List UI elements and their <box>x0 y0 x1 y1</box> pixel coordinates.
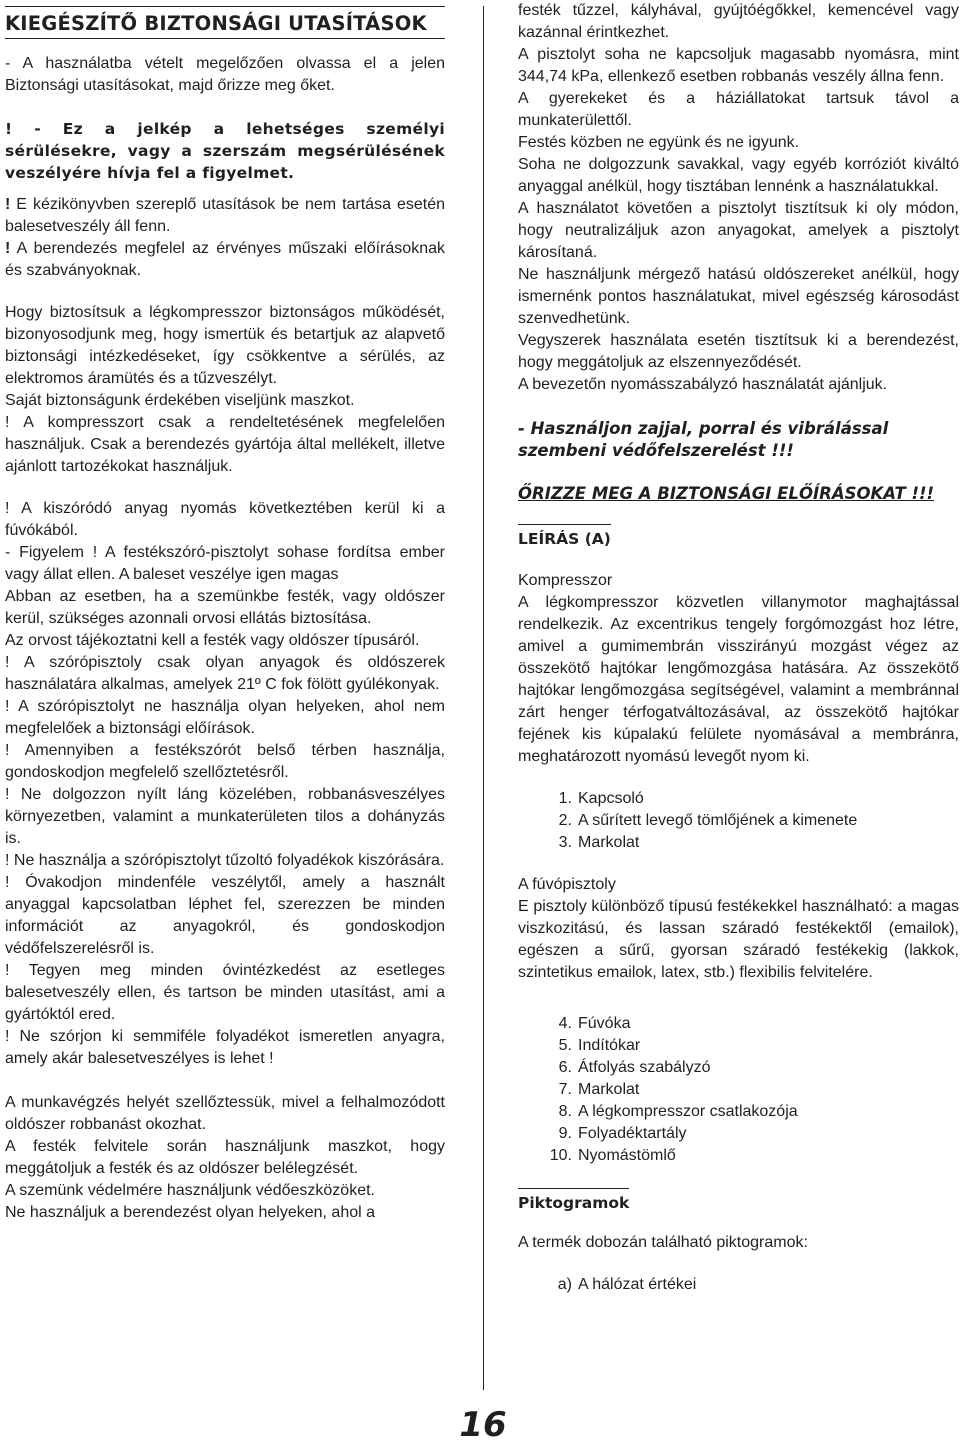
paragraph: ! Ne dolgozzon nyílt láng közelében, robbanásveszélyes környezetben, valamint a munkaterületen tilos a dohányzás is. <box>5 786 445 847</box>
list-item-text: A sűrített levegő tömlőjének a kimenete <box>578 812 858 829</box>
paragraph: ! Amennyiben a festékszórót belső térben használja, gondoskodjon megfelelő szellőztetésről. <box>5 742 445 781</box>
section-title: KIEGÉSZÍTŐ BIZTONSÁGI UTASÍTÁSOK <box>5 6 445 39</box>
list-item-number: 8. <box>558 1103 572 1120</box>
intro-paragraph: - A használatba vételt megelőzően olvassa el a jelen Biztonsági utasításokat, majd őrizze meg őket. <box>5 55 445 94</box>
paragraph: ! Ne szórjon ki semmiféle folyadékot ismeretlen anyagra, amely akár balesetveszélyes is lehet ! <box>5 1028 445 1067</box>
paragraph: A gyerekeket és a háziállatokat tartsuk távol a munkaterülettől. <box>518 90 959 129</box>
paragraph: ! A kiszóródó anyag nyomás következtében kerül ki a fúvókából. <box>5 500 445 539</box>
paragraph: Saját biztonságunk érdekében viseljünk maszkot. <box>5 392 355 409</box>
paragraph: Festés közben ne együnk és ne igyunk. <box>518 134 800 151</box>
pictograms-heading: Piktogramok <box>518 1188 629 1214</box>
list-item-text: A hálózat értékei <box>578 1276 697 1293</box>
warning-manual-text: E kézikönyvben szereplő utasítások be nem tartása esetén balesetveszély áll fenn. <box>5 196 445 235</box>
list-item-text: Markolat <box>578 1081 640 1098</box>
list-item-text: A légkompresszor csatlakozója <box>578 1103 798 1120</box>
warning-standards-text: A berendezés megfelel az érvényes műszaki előírásoknak és szabványoknak. <box>5 240 445 279</box>
list-item <box>518 1035 959 1057</box>
paragraph: ! Tegyen meg minden óvintézkedést az esetleges balesetveszély ellen, és tartson be minden utasítást, ami a gyártóktól ered. <box>5 962 445 1023</box>
paragraph: Vegyszerek használata esetén tisztítsuk ki a berendezést, hogy meggátoljuk az elszennyeződését. <box>518 332 959 371</box>
list-item-number: 2. <box>558 812 572 829</box>
warning-standards-paragraph <box>5 238 445 282</box>
spray-gun-parts-list <box>518 1013 959 1167</box>
list-item <box>518 1274 959 1296</box>
list-item-number: 10. <box>549 1147 572 1164</box>
compressor-parts-list <box>518 788 959 854</box>
list-item <box>518 788 959 810</box>
list-item <box>518 1013 959 1035</box>
exclamation-mark: ! <box>5 240 11 257</box>
list-item <box>518 1079 959 1101</box>
paragraph: A bevezetőn nyomásszabályzó használatát ajánljuk. <box>518 376 888 393</box>
list-item <box>518 1101 959 1123</box>
page-number: 16 <box>459 1405 507 1445</box>
spray-gun-title: A fúvópisztoly <box>518 876 616 893</box>
keep-instructions-heading: ŐRIZZE MEG A BIZTONSÁGI ELŐÍRÁSOKAT !!! <box>518 484 935 503</box>
left-column <box>5 0 445 1224</box>
paragraph: ! Óvakodjon mindenféle veszélytől, amely a használt anyaggal kapcsolatban léphet fel, szerezzen be minden információt az anyagokról, és gondoskodjon védőfelszerelésről is. <box>5 874 445 957</box>
list-item-text: Átfolyás szabályzó <box>578 1059 711 1076</box>
paragraph: festék tűzzel, kályhával, gyújtóégőkkel, kemencével vagy kazánnal érintkezhet. <box>518 2 959 41</box>
description-heading-wrap <box>518 524 611 550</box>
list-item <box>518 1057 959 1079</box>
pictograms-list <box>518 1274 959 1296</box>
list-item-text: Folyadéktartály <box>578 1125 687 1142</box>
paragraph: Abban az esetben, ha a szemünkbe festék, vagy oldószer kerül, szükséges azonnali orvosi ellátás biztosítása. <box>5 588 445 627</box>
paragraph: ! A kompresszort csak a rendeltetésének megfelelően használjuk. Csak a berendezés gyártója által mellékelt, illetve ajánlott tartozékokat használjuk. <box>5 414 445 475</box>
list-item-text: Kapcsoló <box>578 790 644 807</box>
paragraph: A pisztolyt soha ne kapcsoljuk magasabb nyomásra, mint 344,74 kPa, ellenkező esetben robbanás veszély állna fenn. <box>518 46 959 85</box>
exclamation-mark: ! <box>5 196 11 213</box>
warning-manual-paragraph <box>5 194 445 238</box>
paragraph: Hogy biztosítsuk a légkompresszor biztonságos működését, bizonyosodjunk meg, hogy ismertük és betartjuk az alapvető biztonsági intézkedéseket, így csökkentve a sérülés, az elektromos áramütés és a tűzveszélyt. <box>5 304 445 387</box>
warning-symbol-paragraph: ! - Ez a jelkép a lehetséges személyi sérülésekre, vagy a szerszám megsérülésének veszélyére hívja fel a figyelmet. <box>5 120 445 182</box>
list-item-number: 5. <box>558 1037 572 1054</box>
paragraph: ! A szórópisztoly csak olyan anyagok és oldószerek használatára alkalmas, amelyek 21º C fok fölött gyúlékonyak. <box>5 654 445 693</box>
paragraph: ! A szórópisztolyt ne használja olyan helyeken, ahol nem megfelelőek a biztonsági előírások. <box>5 698 445 737</box>
list-item-text: Markolat <box>578 834 640 851</box>
list-item-number: 3. <box>558 834 572 851</box>
paragraph: Ne használjunk mérgező hatású oldószereket anélkül, hogy ismernénk pontos használatukat, mivel egészség károsodást szenvedhetünk. <box>518 266 959 327</box>
pictograms-heading-wrap <box>518 1188 629 1214</box>
paragraph: A használatot követően a pisztolyt tisztítsuk ki oly módon, hogy neutralizáljuk azon anyagokat, amelyek a pisztolyt károsítaná. <box>518 200 959 261</box>
pictograms-intro: A termék dobozán található piktogramok: <box>518 1234 808 1251</box>
list-item-number: 1. <box>558 790 572 807</box>
paragraph: Ne használjuk a berendezést olyan helyeken, ahol a <box>5 1204 376 1221</box>
paragraph: A munkavégzés helyét szellőztessük, mivel a felhalmozódott oldószer robbanást okozhat. <box>5 1094 445 1133</box>
description-heading: LEÍRÁS (A) <box>518 524 611 550</box>
column-divider <box>483 6 484 1390</box>
list-item-text: Fúvóka <box>578 1015 631 1032</box>
list-item-number: 6. <box>558 1059 572 1076</box>
list-item <box>518 832 959 854</box>
list-item <box>518 1145 959 1167</box>
list-item-number: 4. <box>558 1015 572 1032</box>
right-column <box>518 0 959 1296</box>
list-item-number: 7. <box>558 1081 572 1098</box>
paragraph: Az orvost tájékoztatni kell a festék vagy oldószer típusáról. <box>5 632 420 649</box>
compressor-description: A légkompresszor közvetlen villanymotor maghajtással rendelkezik. Az excentrikus tengely forgómozgást hoz létre, amivel a gumimembrán visszirányú mozgást végez az összekötő hajtókar lengőmozgása hatására. Az összekötő hajtókar lengőmozgása segítségével, valamint a membránnal zárt henger térfogatváltozásával, az összekötő hajtókar fejének kis kúpalakú felülete nyomásával a membránra, meghatározott nyomású levegőt nyom ki. <box>518 594 959 765</box>
paragraph: A szemünk védelmére használjunk védőeszközöket. <box>5 1182 375 1199</box>
spray-gun-description: E pisztoly különböző típusú festékekkel használható: a magas viszkozitású, és lassan száradó festékektől (emailok), egészen a sűrű, gyorsan száradó festékekig (lakkok, szintetikus emailok, latex, stb.) flexibilis felvitelére. <box>518 898 959 981</box>
paragraph: ! Ne használja a szórópisztolyt tűzoltó folyadékok kiszórására. <box>5 852 445 869</box>
paragraph: Soha ne dolgozzunk savakkal, vagy egyéb korróziót kiváltó anyaggal anélkül, hogy tisztában lennénk a használatukkal. <box>518 156 959 195</box>
list-item <box>518 810 959 832</box>
paragraph: - Figyelem ! A festékszóró-pisztolyt sohase fordítsa ember vagy állat ellen. A baleset veszélye igen magas <box>5 544 445 583</box>
list-item-text: Nyomástömlő <box>578 1147 676 1164</box>
list-item-number: a) <box>557 1276 572 1293</box>
protective-equipment-warning: - Használjon zajjal, porral és vibrálással szembeni védőfelszerelést !!! <box>518 419 889 460</box>
list-item-number: 9. <box>558 1125 572 1142</box>
list-item-text: Indítókar <box>578 1037 641 1054</box>
list-item <box>518 1123 959 1145</box>
paragraph: A festék felvitele során használjunk maszkot, hogy meggátoljuk a festék és az oldószer belélegzését. <box>5 1138 445 1177</box>
compressor-title: Kompresszor <box>518 572 613 589</box>
